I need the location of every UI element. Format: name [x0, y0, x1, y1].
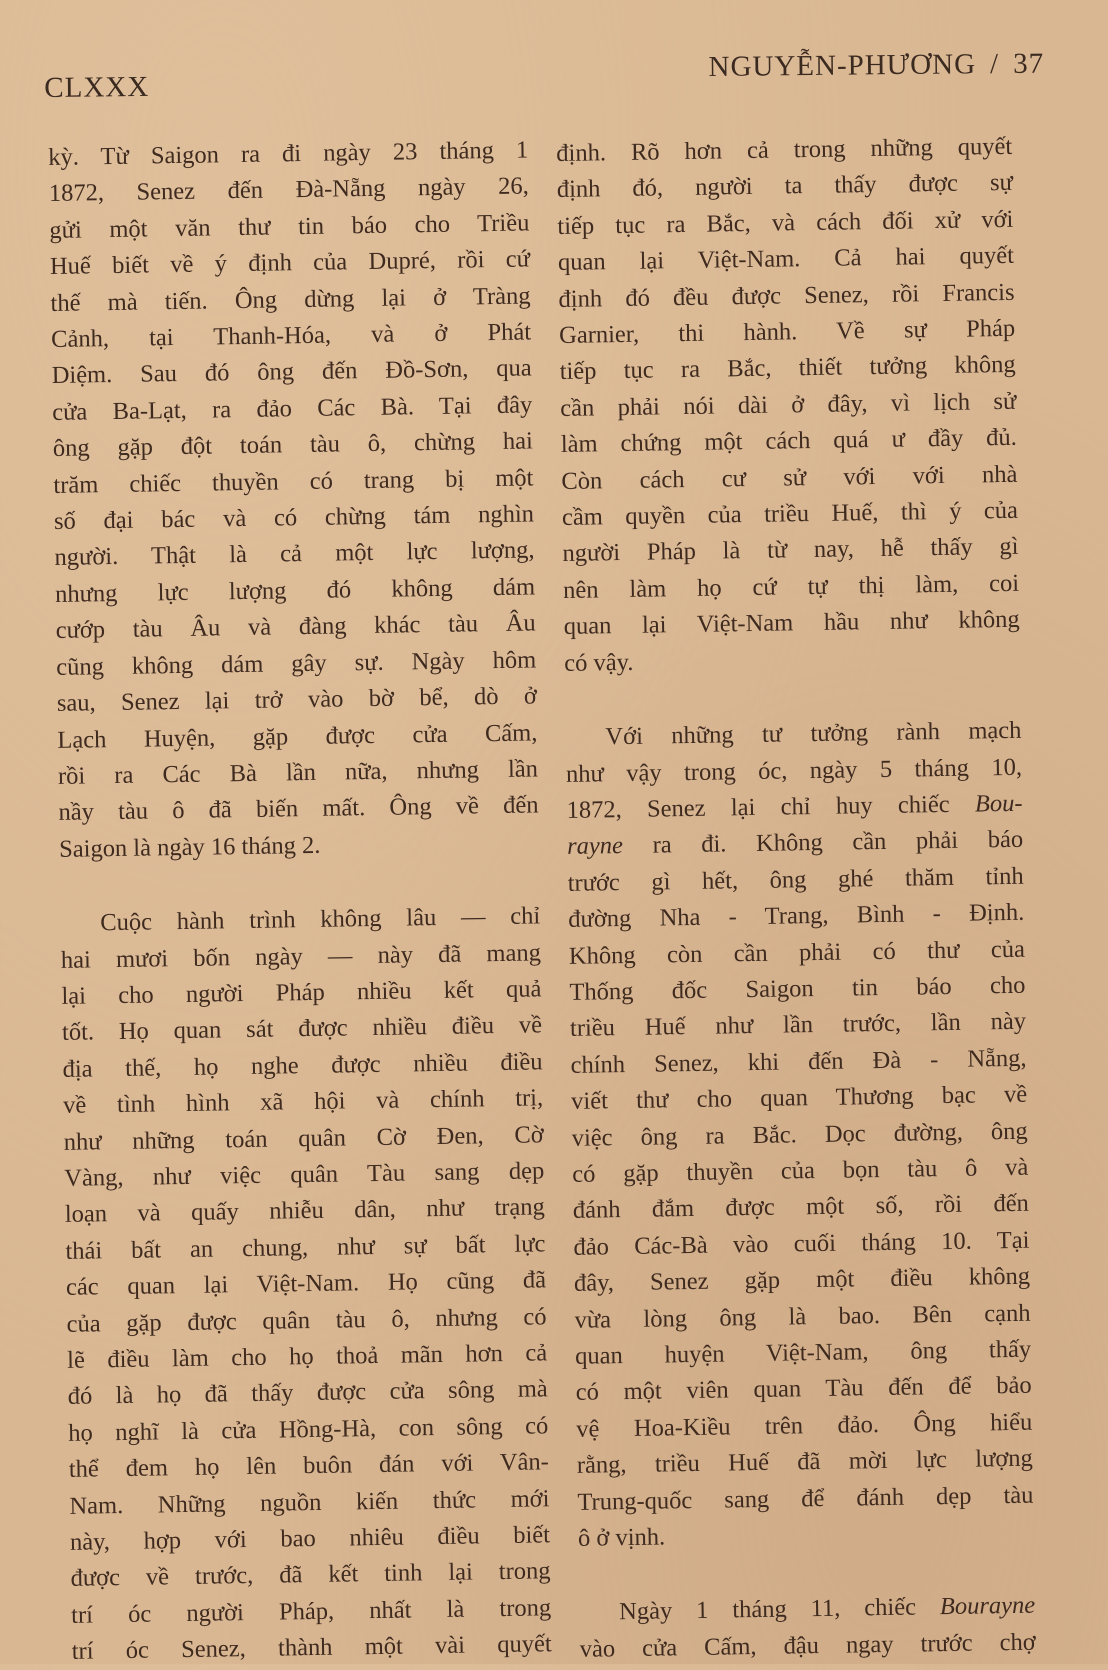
- text-line: họ nghĩ là cửa Hồng-Hà, con sông có: [68, 1412, 549, 1447]
- text-line: Ngày 1 tháng 11, chiếc Bourayne: [618, 1592, 1036, 1626]
- left-paragraph-2: [60, 898, 552, 1670]
- text-line: như những toán quân Cờ Đen, Cờ: [63, 1120, 544, 1156]
- text-line: được về trước, đã kết tinh lại trong: [70, 1557, 551, 1593]
- text-line: đường Nha - Trang, Bình - Định.: [568, 898, 1025, 934]
- text-line: người. Thật là cả một lực lượng,: [54, 536, 535, 572]
- text-line: ô ở vịnh.: [577, 1523, 666, 1552]
- text-line: của gặp được quân tàu ô, nhưng có: [66, 1302, 547, 1338]
- text-line: vào cửa Cấm, đậu ngay trước chợ: [579, 1628, 1036, 1663]
- text-line: quan lại Việt-Nam hầu như không: [563, 606, 1020, 641]
- text-line: trước gì hết, ông ghé thăm tỉnh: [567, 862, 1024, 897]
- text-line: lại cho người Pháp nhiều kết quả: [61, 975, 542, 1010]
- text-line: thái bất an chung, như sự bất lực: [65, 1230, 546, 1265]
- text-line: Lạch Huyện, gặp được cửa Cấm,: [57, 718, 538, 754]
- right-paragraph-3: [579, 1588, 1036, 1668]
- header-left-mark: CLXXX: [44, 70, 150, 104]
- text-line: Không còn cần phải có thư của: [568, 935, 1026, 970]
- text-line: Garnier, thi hành. Về sự Pháp: [558, 314, 1016, 350]
- text-line: Vàng, như việc quân Tàu sang dẹp: [64, 1157, 545, 1192]
- text-line: cũng không dám gây sự. Ngày hôm: [56, 646, 537, 681]
- text-line: gửi một văn thư tin báo cho Triều: [49, 209, 530, 244]
- text-line: về tình hình xã hội và chính trị,: [62, 1084, 544, 1120]
- text-line: như vậy trong óc, ngày 5 tháng 10,: [565, 753, 1023, 788]
- text-line: Còn cách cư sử với với nhà: [561, 460, 1018, 495]
- text-line: Nam. Những nguồn kiến thức mới: [69, 1484, 550, 1520]
- text-line: thế mà tiến. Ông dừng lại ở Tràng: [50, 282, 531, 317]
- text-line: Diệm. Sau đó ông đến Đồ-Sơn, qua: [51, 354, 532, 390]
- text-line: đánh đắm được một số, rồi đến: [572, 1190, 1030, 1225]
- text-line: làm chứng một cách quá ư đầy đủ.: [560, 424, 1018, 459]
- right-paragraph-1: [556, 129, 1021, 682]
- text-line: địa thế, họ nghe được nhiều điều: [62, 1048, 543, 1083]
- text-line: 1872, Senez lại chỉ huy chiếc Bou-: [566, 789, 1023, 824]
- text-line: Huế biết về ý định của Dupré, rồi cứ: [49, 245, 531, 281]
- text-line: có một viên quan Tàu đến để bảo: [575, 1372, 1032, 1407]
- text-line: viết thư cho quan Thương bạc về: [570, 1080, 1028, 1116]
- right-column: [556, 129, 1036, 1668]
- header-author-page: [708, 48, 1044, 85]
- text-line: định. Rõ hơn cả trong những quyết: [556, 132, 1013, 167]
- left-column: [48, 132, 552, 1670]
- text-line: tiếp tục ra Bắc, thiết tưởng không: [559, 351, 1016, 386]
- header-author: NGUYỄN-PHƯƠNG: [708, 48, 977, 84]
- text-line: hai mươi bốn ngày — này đã mang: [60, 938, 542, 974]
- text-line: người Pháp là từ nay, hễ thấy gì: [562, 533, 1019, 568]
- text-line: Cuộc hành trình không lâu — chỉ: [100, 902, 541, 937]
- text-line: nên làm họ cứ tự thị làm, coi: [562, 569, 1020, 604]
- text-line: các quan lại Việt-Nam. Họ cũng đã: [65, 1266, 547, 1302]
- text-line: vệ Hoa-Kiều trên đảo. Ông hiểu: [576, 1408, 1033, 1443]
- text-line: trăm chiếc thuyền có trang bị một: [53, 464, 534, 499]
- text-line: đó là họ đã thấy được cửa sông mà: [67, 1375, 548, 1411]
- left-paragraph-1: [48, 132, 539, 868]
- text-line: Trung-quốc sang để đánh dẹp tàu: [577, 1481, 1034, 1516]
- text-line: cửa Ba-Lạt, ra đảo Các Bà. Tại đây: [52, 391, 533, 426]
- text-line: tiếp tục ra Bắc, và cách đối xử với: [557, 205, 1014, 240]
- text-line: rồi ra Các Bà lần nữa, nhưng lần: [57, 755, 539, 790]
- page-number: 37: [1012, 47, 1045, 80]
- text-line: tốt. Họ quan sát được nhiều điều về: [61, 1011, 543, 1047]
- text-line: ông gặp đột toán tàu ô, chừng hai: [52, 427, 534, 463]
- text-line: 1872, Senez đến Đà-Nẵng ngày 26,: [48, 172, 529, 208]
- text-line: nhưng lực lượng đó không dám: [54, 573, 536, 608]
- text-line: lẽ điều làm cho họ thoả mãn hơn cả: [66, 1339, 548, 1374]
- text-line: đây, Senez gặp một điều không: [573, 1262, 1031, 1298]
- text-line: số đại bác và có chừng tám nghìn: [53, 500, 535, 536]
- header-separator: /: [989, 47, 1000, 81]
- text-line: trí óc Senez, thành một vài quyết: [71, 1630, 552, 1666]
- text-line: có vậy.: [564, 648, 634, 677]
- text-line: chính Senez, khi đến Đà - Nẵng,: [570, 1044, 1027, 1079]
- right-paragraph-2: [565, 713, 1034, 1557]
- text-line: quan huyện Việt-Nam, ông thấy: [574, 1335, 1032, 1370]
- text-line: thể đem họ lên buôn đán với Vân-: [68, 1448, 550, 1484]
- running-head: [44, 48, 1044, 102]
- text-line: quan lại Việt-Nam. Cả hai quyết: [557, 242, 1015, 277]
- text-line: có gặp thuyền của bọn tàu ô và: [572, 1153, 1029, 1188]
- text-line: nầy tàu ô đã biến mất. Ông về đến: [58, 791, 539, 827]
- text-line: rayne ra đi. Không cần phải báo: [566, 826, 1024, 861]
- text-line: việc ông ra Bắc. Dọc đường, ông: [571, 1117, 1028, 1152]
- text-line: này, hợp với bao nhiêu điều biết: [69, 1521, 551, 1556]
- text-line: vừa lòng ông là bao. Bên cạnh: [574, 1299, 1031, 1334]
- text-line: cầm quyền của triều Huế, thì ý của: [561, 496, 1019, 532]
- text-line: cướp tàu Âu và đàng khác tàu Âu: [55, 609, 536, 645]
- text-line: đảo Các-Bà vào cuối tháng 10. Tại: [573, 1226, 1030, 1261]
- text-line: Với những tư tưởng rành mạch: [605, 716, 1022, 751]
- text-line: định đó, người ta thấy được sự: [556, 169, 1014, 204]
- text-line: triều Huế như lần trước, lần này: [569, 1008, 1027, 1043]
- text-line: trí óc người Pháp, nhất là trong: [70, 1594, 552, 1629]
- text-line: Thống đốc Saigon tin báo cho: [569, 971, 1026, 1006]
- text-line: Cảnh, tại Thanh-Hóa, và ở Phát: [50, 318, 532, 354]
- text-line: rằng, triều Huế đã mời lực lượng: [576, 1444, 1034, 1480]
- text-line: Saigon là ngày 16 tháng 2.: [58, 831, 321, 863]
- text-line: định đó đều được Senez, rồi Francis: [558, 278, 1015, 313]
- text-line: sau, Senez lại trở vào bờ bể, dò ở: [56, 682, 538, 718]
- text-line: kỳ. Từ Saigon ra đi ngày 23 tháng 1: [48, 136, 529, 171]
- text-line: cần phải nói dài ở đây, vì lịch sử: [560, 387, 1017, 422]
- text-line: loạn và quấy nhiễu dân, như trạng: [64, 1193, 546, 1229]
